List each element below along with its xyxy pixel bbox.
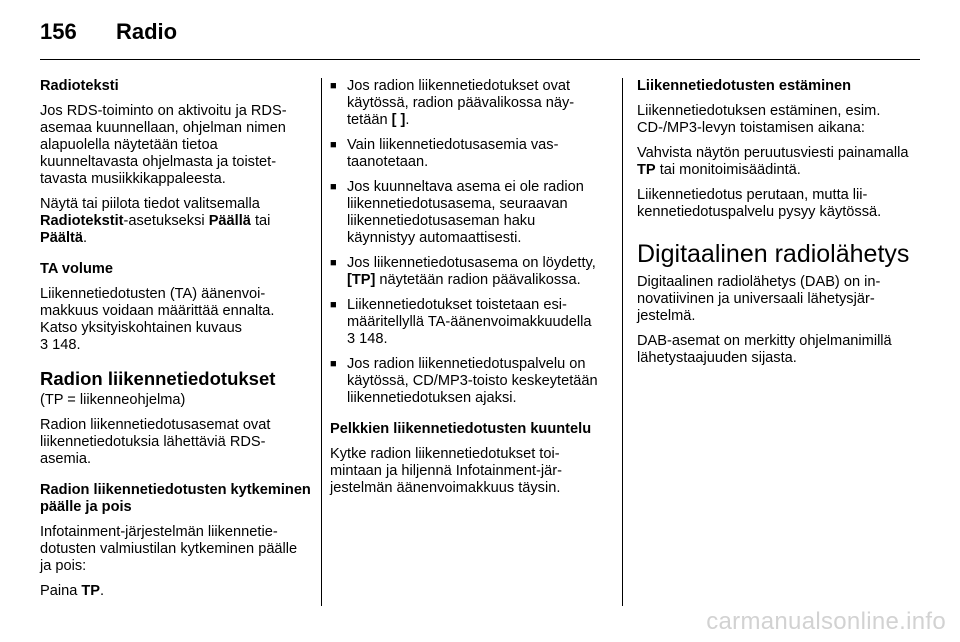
traffic-announcements-heading: Radion liikennetiedotukset: [40, 368, 276, 389]
listen-heading: Pelkkien liikennetiedotusten kuuntelu: [330, 421, 592, 437]
radioteksti-paragraph-1: Jos RDS-toiminto on aktivoitu ja RDS-asemaa kuunnellaan, ohjelman nimen alapuolella näytetään tietoa kuunneltavasta ohjelmasta ja toistettavasta musiikkikappaleesta.: [40, 103, 287, 187]
switch-paragraph-1: Infotainment-järjestelmän liikennetiedotusten valmiustilan kytkeminen päälle ja pois:: [40, 524, 298, 574]
page-header: [40, 19, 177, 45]
header-rule: [40, 59, 920, 60]
radioteksti-paragraph-2: Näytä tai piilota tiedot valitsemalla Radiotekstit-asetukseksi Päällä tai Päältä.: [40, 196, 271, 246]
ta-volume-heading: TA volume: [40, 261, 113, 277]
ta-volume-paragraph: Liikennetiedotusten (TA) äänenvoimakkuus voidaan määrittää ennalta. Katso yksityiskohtainen kuvaus 3 148.: [40, 286, 275, 353]
watermark: carmanualsonline.info: [706, 608, 946, 635]
list-item: ■ Liikennetiedotukset toistetaan esimääritellyllä TA-äänenvoimakkuudella 3 148.: [330, 297, 602, 348]
radioteksti-heading: Radioteksti: [40, 78, 119, 94]
block-heading: Liikennetiedotusten estäminen: [637, 78, 852, 94]
traffic-paragraph: Radion liikennetiedotusasemat ovat liikennetiedotuksia lähettäviä RDS-asemia.: [40, 417, 271, 467]
list-item: ■ Jos liikennetiedotusasema on löydetty, [TP] näytetään radion päävalikossa.: [330, 255, 602, 289]
dab-paragraph-2: DAB-asemat on merkitty ohjelmanimillä lähetystaajuuden sijasta.: [637, 333, 892, 366]
list-item: ■ Jos kuunneltava asema ei ole radion liikennetiedotusasema, seuraavan liikennetiedotusaseman haku käynnistyy automaattisesti.: [330, 179, 602, 247]
section-title: Radio: [116, 19, 178, 44]
page-reference-link[interactable]: 3 148.: [40, 337, 81, 353]
block-paragraph-2: Vahvista näytön peruutusviesti painamalla TP tai monitoimisäädintä.: [637, 145, 909, 178]
dab-heading: Digitaalinen radiolähetys: [637, 240, 910, 268]
block-paragraph-3: Liikennetiedotus perutaan, mutta liikennetiedotuspalvelu pysyy käytössä.: [637, 187, 882, 220]
column-3: [637, 78, 927, 375]
list-item: ■ Vain liikennetiedotusasemia vastaanotetaan.: [330, 137, 602, 171]
traffic-bullet-list: [330, 78, 602, 407]
column-1: [40, 78, 312, 608]
list-item: ■ Jos radion liikennetiedotuspalvelu on käytössä, CD/MP3-toisto keskeytetään liikennetiedotuksen ajaksi.: [330, 356, 602, 407]
block-paragraph-1: Liikennetiedotuksen estäminen, esim. CD-/MP3-levyn toistamisen aikana:: [637, 103, 881, 136]
column-divider-1: [321, 78, 322, 606]
column-divider-2: [622, 78, 623, 606]
switch-paragraph-2: Paina TP.: [40, 583, 105, 599]
list-item: ■ Jos radion liikennetiedotukset ovat käytössä, radion päävalikossa näytetään [ ].: [330, 78, 602, 129]
listen-paragraph: Kytke radion liikennetiedotukset toimintaan ja hiljennä Infotainment-järjestelmän äänenvoimakkuus täysin.: [330, 446, 563, 496]
column-2: [330, 78, 602, 505]
page-number: 156: [40, 19, 77, 44]
switch-heading: Radion liikennetiedotusten kytkeminen päälle ja pois: [40, 482, 311, 515]
traffic-subheading: (TP = liikenneohjelma): [40, 392, 186, 408]
dab-paragraph-1: Digitaalinen radiolähetys (DAB) on innovatiivinen ja universaali lähetysjärjestelmä.: [637, 274, 881, 324]
